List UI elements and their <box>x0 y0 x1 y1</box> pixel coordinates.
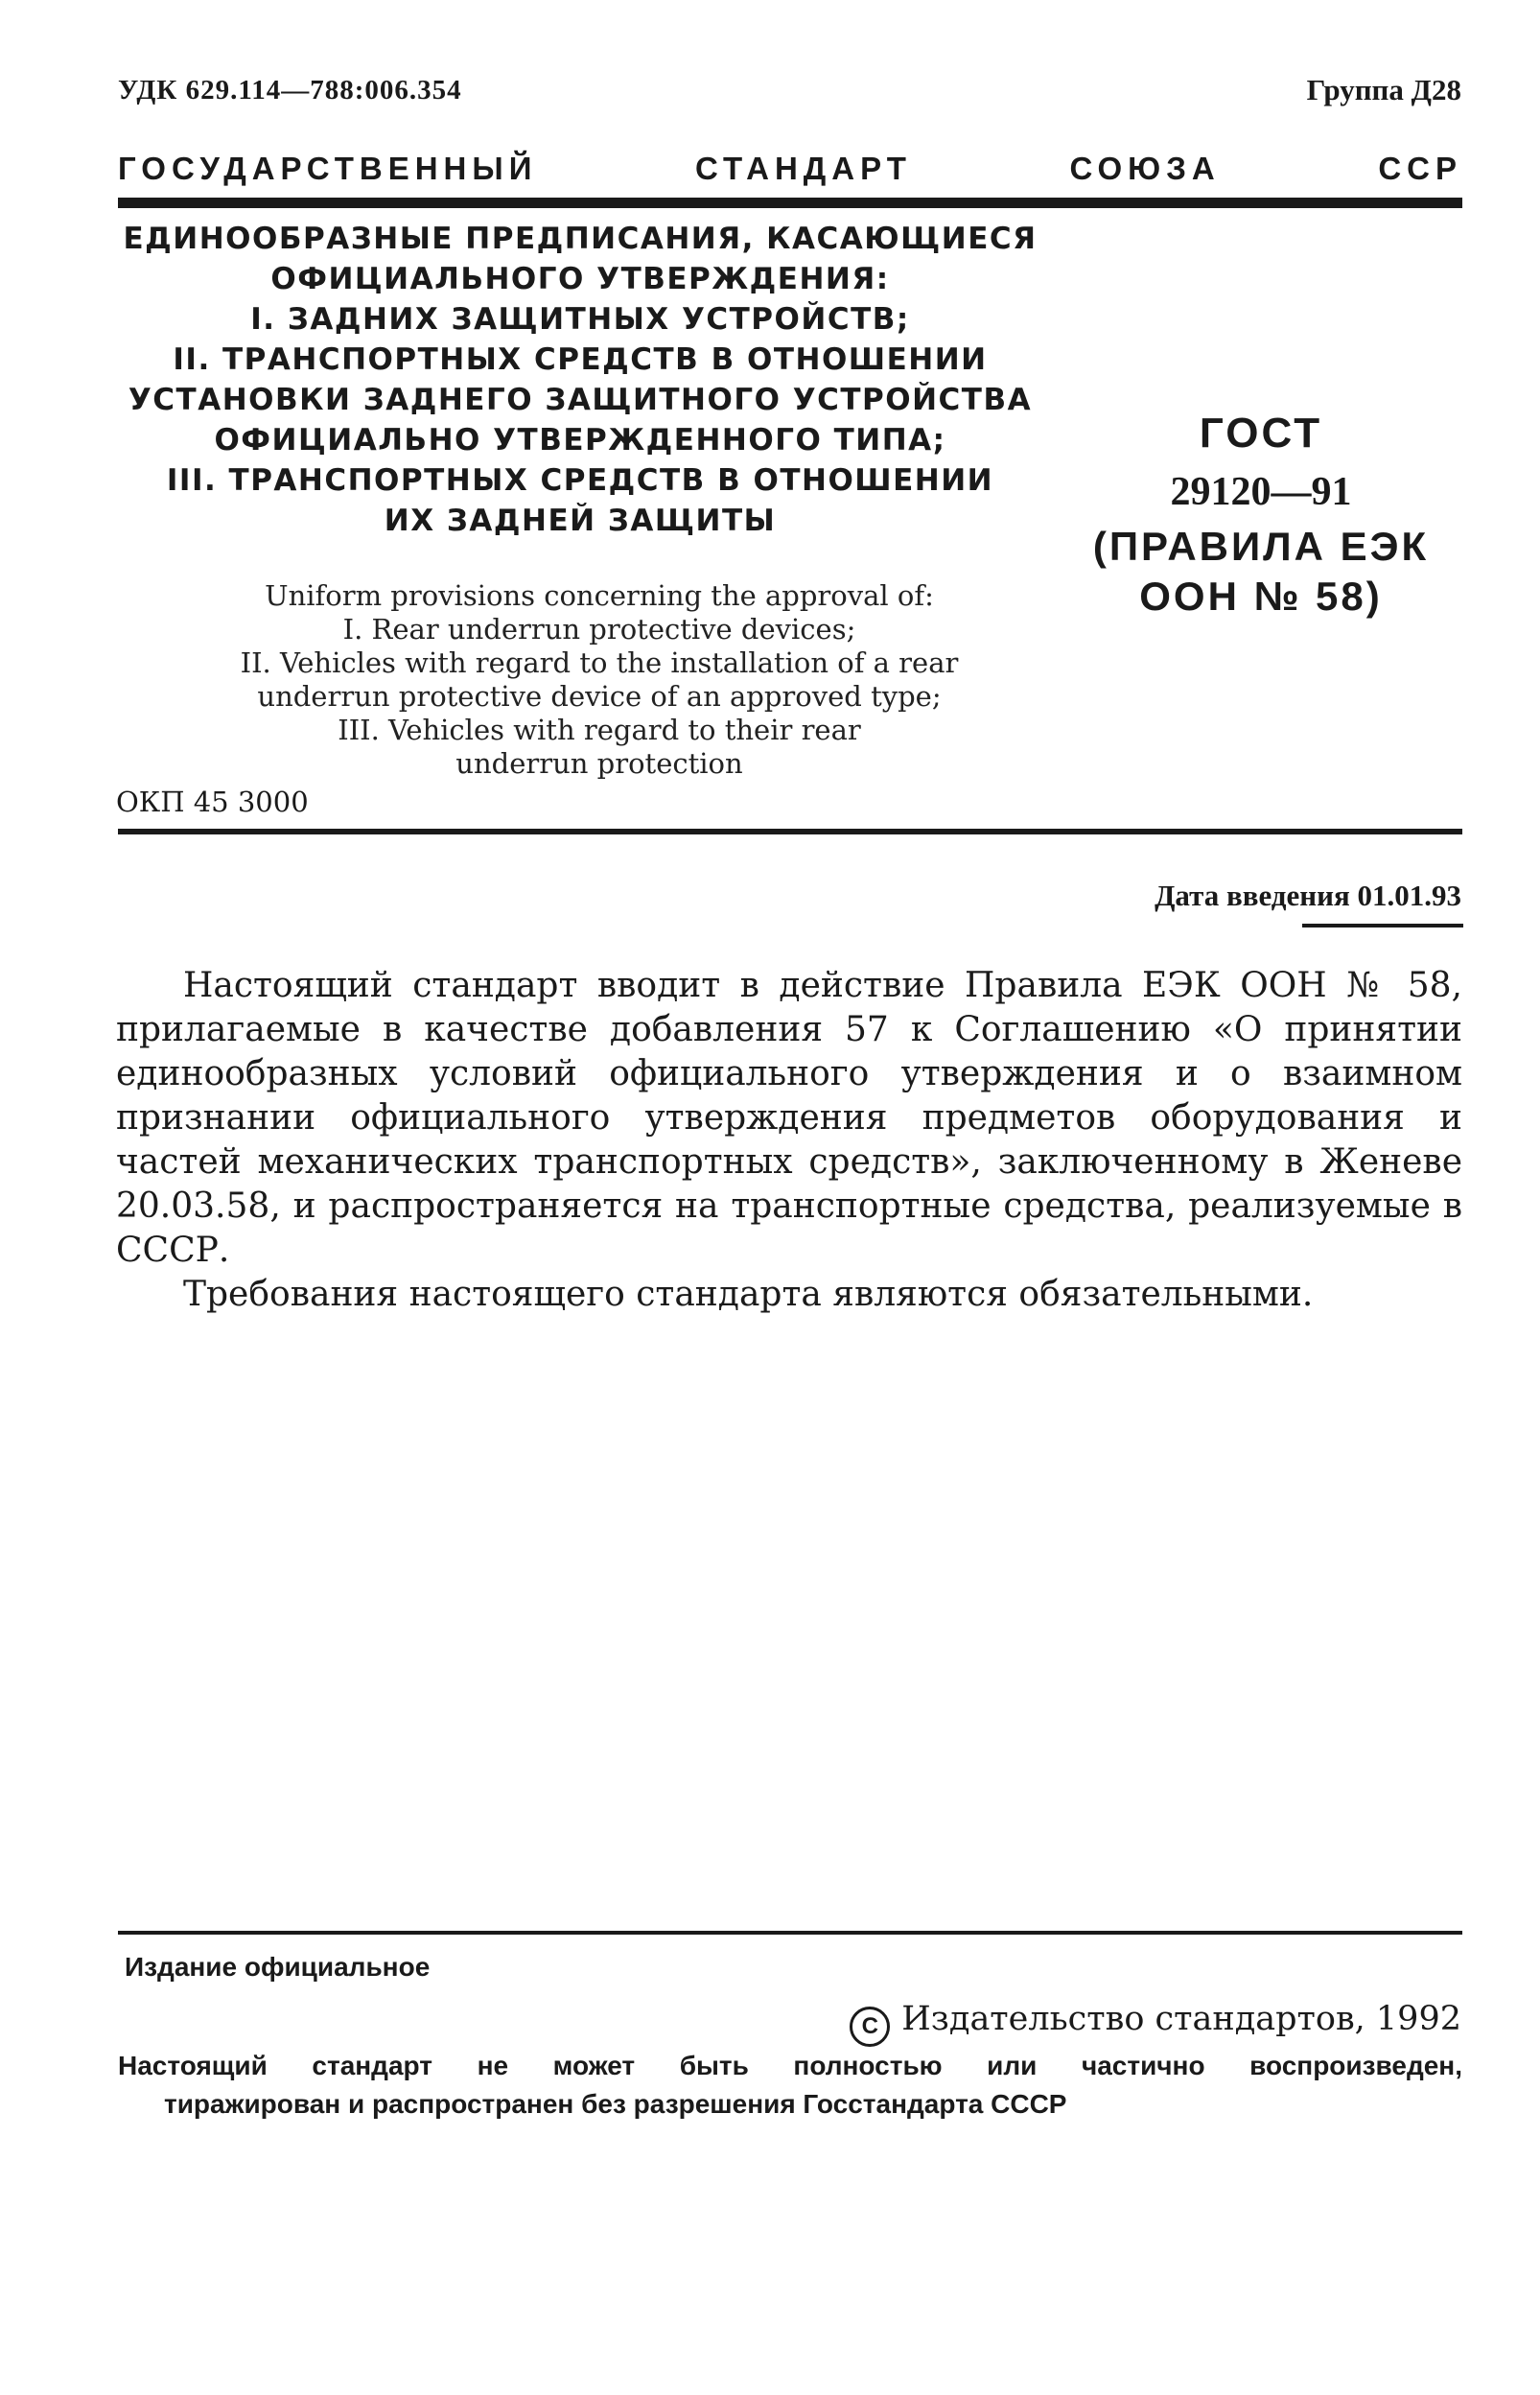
title-en-line: II. Vehicles with regard to the installation of a rear <box>240 646 959 679</box>
notice-line: тиражирован и распространен без разрешения Госстандарта СССР <box>164 2089 1067 2119</box>
title-ru-line: ОФИЦИАЛЬНОГО УТВЕРЖДЕНИЯ: <box>270 262 890 296</box>
unece-rule-line2: ООН № 58) <box>1139 574 1383 619</box>
title-ru-line: ЕДИНООБРАЗНЫЕ ПРЕДПИСАНИЯ, КАСАЮЩИЕСЯ <box>123 222 1038 256</box>
title-en-line: Uniform provisions concerning the approval of: <box>265 579 934 612</box>
title-ru-line: ОФИЦИАЛЬНО УТВЕРЖДЕННОГО ТИПА; <box>214 423 946 458</box>
state-standard-heading: ГОСУДАРСТВЕННЫЙ СТАНДАРТ СОЮЗА ССР <box>118 151 1462 186</box>
publisher-copyright <box>850 2000 1461 2047</box>
title-en-line: underrun protective device of an approved type; <box>257 680 942 713</box>
copyright-icon: C <box>850 2007 890 2047</box>
title-en-line: III. Vehicles with regard to their rear <box>338 714 861 746</box>
title-ru-line: I. ЗАДНИХ ЗАЩИТНЫХ УСТРОЙСТВ; <box>250 302 910 337</box>
publisher-name: Издательство стандартов, 1992 <box>901 2000 1461 2038</box>
document-title-ru <box>105 219 1055 541</box>
body-text <box>116 964 1462 1317</box>
title-ru-line: УСТАНОВКИ ЗАДНЕГО ЗАЩИТНОГО УСТРОЙСТВА <box>128 383 1033 417</box>
group-code: Группа Д28 <box>1306 73 1461 106</box>
document-title-en <box>144 579 1055 781</box>
unece-rule-line1: (ПРАВИЛА ЕЭК <box>1092 524 1430 569</box>
body-paragraph: Настоящий стандарт вводит в действие Правила ЕЭК ООН № 58, прилагаемые в качестве добавления 57 к Соглашению «О принятии единообразных условий официального утверждения и о взаимном признании официального утверждения предметов оборудования и частей механических транспортных средств», заключенному в Женеве 20.03.58, и распространяется на транспортные средства, реализуемые в СССР. <box>116 966 1462 1270</box>
title-ru-line: II. ТРАНСПОРТНЫХ СРЕДСТВ В ОТНОШЕНИИ <box>173 342 988 377</box>
header-rule <box>118 198 1462 208</box>
date-underline <box>1302 924 1463 927</box>
title-ru-line: III. ТРАНСПОРТНЫХ СРЕДСТВ В ОТНОШЕНИИ <box>166 463 994 498</box>
udk-code: УДК 629.114—788:006.354 <box>118 75 462 106</box>
title-en-line: underrun protection <box>455 747 743 780</box>
title-ru-line: ИХ ЗАДНЕЙ ЗАЩИТЫ <box>384 504 777 538</box>
footer-rule <box>118 1931 1462 1935</box>
okp-code: ОКП 45 3000 <box>116 786 309 818</box>
introduction-date: Дата введения 01.01.93 <box>1155 879 1461 912</box>
official-edition-label: Издание официальное <box>125 1952 431 1982</box>
gost-label: ГОСТ <box>1199 410 1323 457</box>
notice-line: Настоящий стандарт не может быть полностью или частично воспроизведен, <box>118 2051 1462 2080</box>
body-paragraph: Требования настоящего стандарта являются обязательными. <box>183 1275 1314 1314</box>
title-block-rule <box>118 829 1462 834</box>
gost-designation <box>1055 405 1467 622</box>
reproduction-notice <box>118 2047 1462 2124</box>
title-en-line: I. Rear underrun protective devices; <box>342 613 856 646</box>
gost-number: 29120—91 <box>1170 470 1352 514</box>
